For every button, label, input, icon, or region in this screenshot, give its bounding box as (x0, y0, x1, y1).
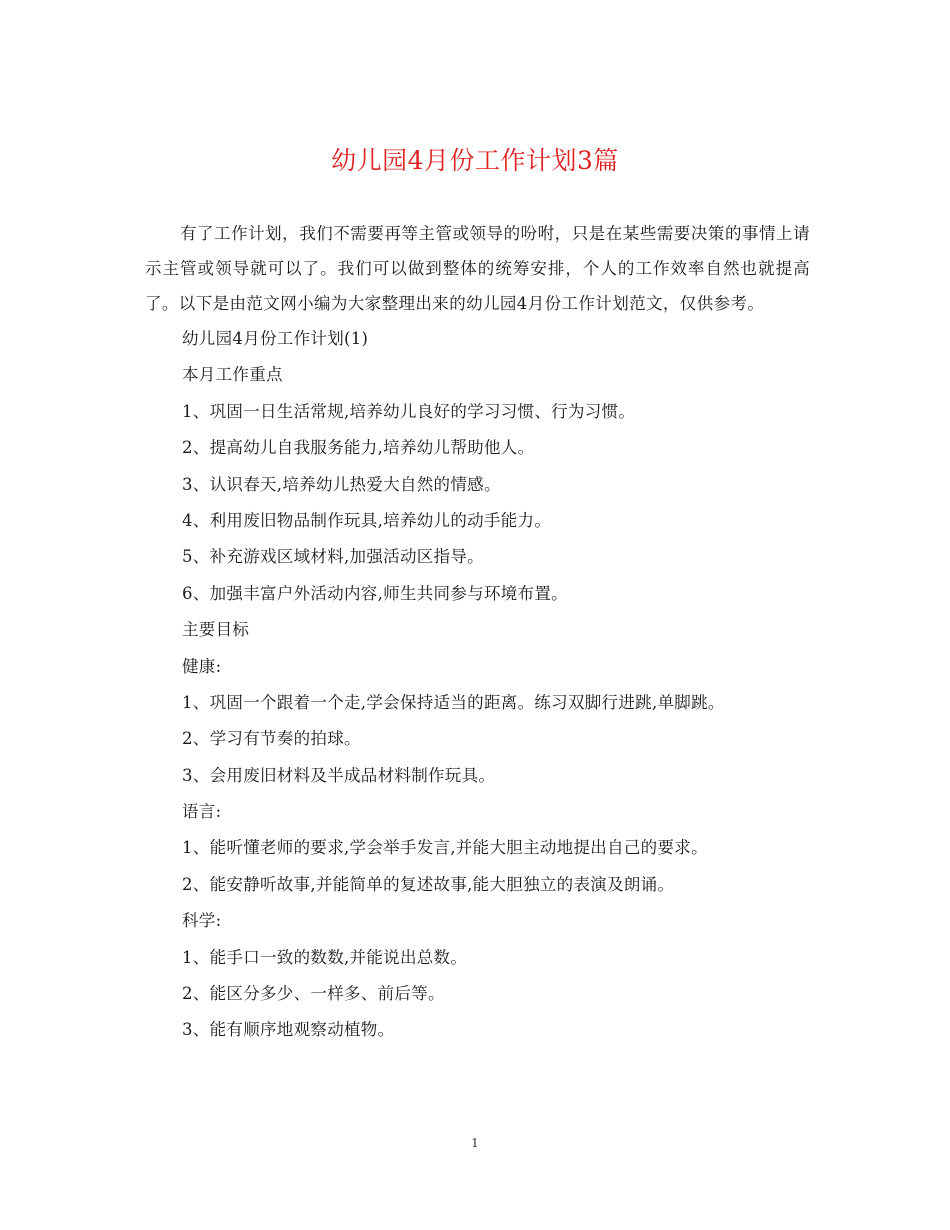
content-line: 1、巩固一个跟着一个走,学会保持适当的距离。练习双脚行进跳,单脚跳。 (182, 692, 725, 712)
content-lines (145, 321, 810, 1049)
content-line: 科学: (182, 911, 222, 931)
content-line: 本月工作重点 (182, 365, 283, 385)
content-line: 3、认识春天,培养幼儿热爱大自然的情感。 (182, 474, 501, 494)
content-line: 5、补充游戏区域材料,加强活动区指导。 (182, 547, 484, 567)
content-line: 幼儿园4月份工作计划(1) (182, 329, 369, 348)
page-number: 1 (471, 1136, 479, 1150)
content-line: 2、学习有节奏的拍球。 (182, 729, 361, 749)
content-line: 3、会用废旧材料及半成品材料制作玩具。 (182, 765, 496, 785)
content-line: 1、能听懂老师的要求,学会举手发言,并能大胆主动地提出自己的要求。 (182, 838, 708, 858)
document-body (145, 216, 810, 1049)
content-line: 2、能区分多少、一样多、前后等。 (182, 984, 445, 1004)
content-line: 语言: (182, 802, 222, 822)
content-line: 健康: (182, 656, 222, 676)
content-line: 2、能安静听故事,并能简单的复述故事,能大胆独立的表演及朗诵。 (182, 874, 675, 894)
content-line: 4、利用废旧物品制作玩具,培养幼儿的动手能力。 (182, 510, 552, 530)
content-line: 1、巩固一日生活常规,培养幼儿良好的学习习惯、行为习惯。 (182, 401, 636, 421)
content-line: 3、能有顺序地观察动植物。 (182, 1020, 395, 1040)
content-line: 2、提高幼儿自我服务能力,培养幼儿帮助他人。 (182, 438, 535, 458)
document-title: 幼儿园4月份工作计划3篇 (331, 146, 619, 175)
intro-paragraph: 有了工作计划，我们不需要再等主管或领导的吩咐，只是在某些需要决策的事情上请示主管或领导就可以了。我们可以做到整体的统筹安排，个人的工作效率自然也就提高了。以下是由范文网小编为大家整理出来的幼儿园4月份工作计划范文，仅供参考。 (145, 224, 810, 313)
content-line: 6、加强丰富户外活动内容,师生共同参与环境布置。 (182, 583, 568, 603)
content-line: 1、能手口一致的数数,并能说出总数。 (182, 947, 468, 967)
content-line: 主要目标 (182, 620, 250, 640)
